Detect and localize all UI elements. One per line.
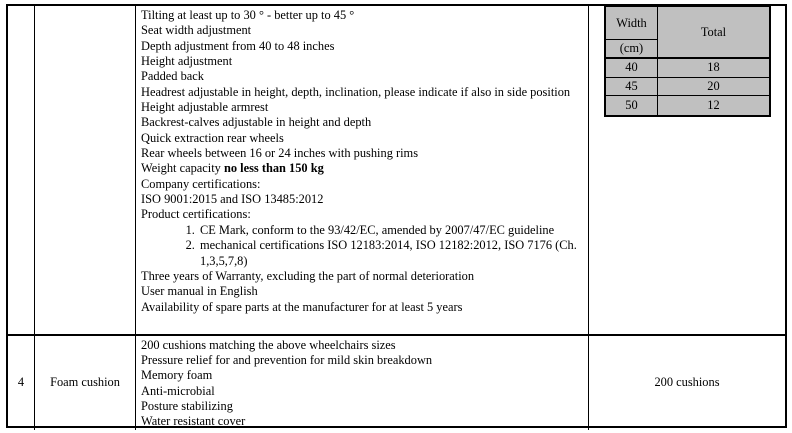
spec-line: Tilting at least up to 30 ° - better up to 45 °: [141, 8, 355, 22]
table-row-foam-cushion: [8, 334, 785, 430]
size-quantity-table: [604, 5, 771, 117]
product-certification-item: 2. mechanical certifications ISO 12183:2014, ISO 12182:2012, ISO 7176 (Ch. 1,3,5,7,8): [198, 238, 585, 269]
row-number-cell: 4: [8, 336, 35, 430]
quantity-cell-wheelchair: [589, 6, 785, 334]
spec-line: Seat width adjustment: [141, 23, 252, 38]
cushion-spec-list: [141, 338, 585, 430]
spec-line: Headrest adjustable in height, depth, inclination, please indicate if also in side position: [141, 84, 571, 99]
spec-line: 200 cushions matching the above wheelchairs sizes: [141, 337, 396, 352]
spec-line: Anti-microbial: [141, 383, 215, 398]
spec-line: Memory foam: [141, 368, 213, 383]
product-certification-list: [141, 223, 585, 269]
spec-line: Backrest-calves adjustable in height and depth: [141, 115, 372, 130]
spec-line: Availability of spare parts at the manufacturer for at least 5 years: [141, 299, 463, 314]
size-width-value: 45: [606, 78, 658, 97]
spec-line: Quick extraction rear wheels: [141, 130, 284, 145]
size-width-value: 40: [606, 59, 658, 78]
spec-line: Three years of Warranty, excluding the part of normal deterioration: [141, 268, 475, 283]
item-name-cell-empty: [35, 6, 136, 334]
spec-line: Depth adjustment from 40 to 48 inches: [141, 38, 335, 53]
total-header-cell: Total: [658, 7, 769, 59]
width-unit-cell: (cm): [606, 40, 658, 59]
spec-line: Padded back: [141, 69, 204, 84]
spec-line: Rear wheels between 16 or 24 inches with pushing rims: [141, 146, 419, 161]
spec-line: Pressure relief for and prevention for mild skin breakdown: [141, 352, 433, 367]
certification-lines: [141, 177, 585, 223]
size-total-value: 12: [707, 97, 720, 112]
size-width-value: 50: [606, 96, 658, 115]
spec-line: User manual in English: [141, 284, 258, 299]
width-header-cell: Width: [606, 7, 658, 40]
spec-line: Height adjustable armrest: [141, 100, 269, 115]
specifications-cell: [136, 6, 589, 334]
requirements-table: [6, 4, 787, 428]
spec-line: Company certifications:: [141, 176, 261, 191]
spec-line: Product certifications:: [141, 207, 251, 222]
spec-line: Height adjustment: [141, 54, 233, 69]
row-number-cell-empty: [8, 6, 35, 334]
item-name-cell: Foam cushion: [35, 336, 136, 430]
cushion-specifications-cell: [136, 336, 589, 430]
weight-capacity-line: [141, 161, 585, 176]
size-total-value: 20: [658, 78, 769, 97]
spec-list-top: [141, 8, 585, 161]
spec-line: ISO 9001:2015 and ISO 13485:2012: [141, 192, 324, 207]
size-total-value: 18: [658, 59, 769, 78]
product-certification-item: 1. CE Mark, conform to the 93/42/EC, amended by 2007/47/EC guideline: [198, 223, 585, 238]
weight-capacity-prefix: Weight capacity: [141, 161, 224, 176]
spec-line: Water resistant cover: [141, 414, 246, 429]
spec-line: Posture stabilizing: [141, 398, 233, 413]
table-row-wheelchair-specs: [8, 6, 785, 334]
weight-capacity-bold-text: no less than 150 kg: [223, 161, 324, 176]
quantity-cell: 200 cushions: [654, 375, 720, 390]
spec-list-bottom: [141, 269, 585, 315]
